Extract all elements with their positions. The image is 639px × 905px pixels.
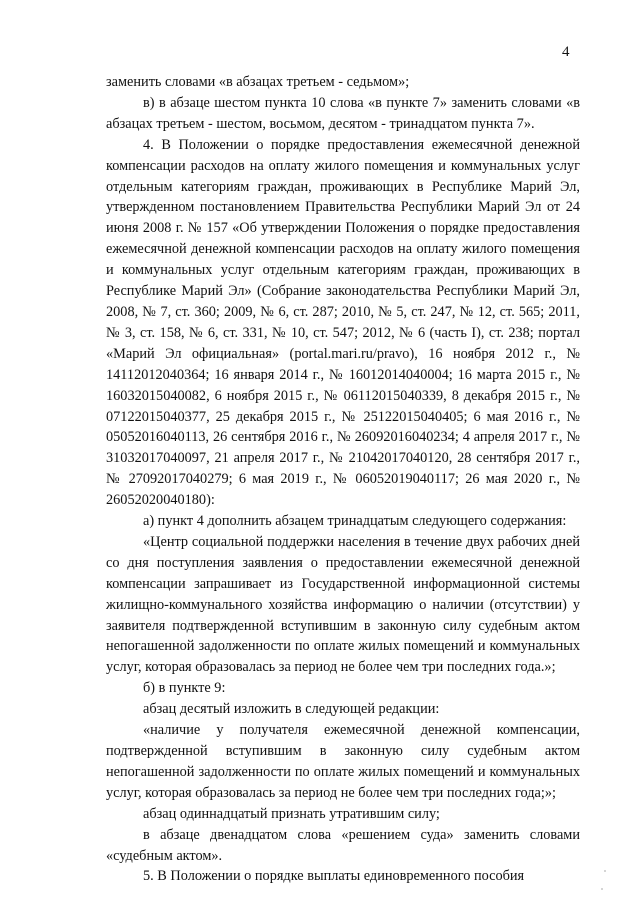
paragraph-subitem-a: а) пункт 4 дополнить абзацем тринадцатым следующего содержания: (143, 513, 567, 530)
paragraph-replace-words: заменить словами «в абзацах третьем - седьмом»; (106, 74, 410, 90)
paragraph-subitem-v: в) в абзаце шестом пункта 10 слова «в пункте 7» заменить словами «в абзацах третьем - шестом, восьмом, десятом - тринадцатом пункта 7». (106, 94, 580, 132)
paragraph-abzac-11: абзац одиннадцатый признать утратившим силу; (143, 805, 440, 822)
paragraph-item-5: 5. В Положении о порядке выплаты единовременного пособия (143, 868, 525, 885)
paragraph-quote-nalichie: «наличие у получателя ежемесячной денежной компенсации, подтвержденной вступившим в законную силу судебным актом непогашенной задолженности по оплате жилых помещений и коммунальных услуг, которая образовалась за период не более чем три последних года;»; (106, 722, 580, 801)
paragraph-subitem-b: б) в пункте 9: (143, 680, 226, 697)
paragraph-abzac-10: абзац десятый изложить в следующей редакции: (143, 701, 440, 718)
paragraph-quote-center: «Центр социальной поддержки населения в течение двух рабочих дней со дня поступления заявления о предоставлении ежемесячной денежной компенсации запрашивает из Государственной информационной системы жилищно-коммунального хозяйства информацию о наличии (отсутствии) у заявителя подтвержденной вступившим в законную силу судебным актом непогашенной задолженности по оплате жилых помещений и коммунальных услуг, которая образовалась за период не более чем три последних года.»; (106, 533, 580, 676)
paragraph-abzac-12: в абзаце двенадцатом слова «решением суда» заменить словами «судебным актом». (106, 826, 580, 864)
document-body (106, 72, 580, 887)
page-number: 4 (562, 44, 570, 60)
scan-speck (601, 888, 603, 890)
paragraph-item-4: 4. В Положении о порядке предоставления ежемесячной денежной компенсации расходов на оплату жилого помещения и коммунальных услуг отдельным категориям граждан, проживающих в Республике Марий Эл, утвержденном постановлением Правительства Республики Марий Эл от 24 июня 2008 г. № 157 «Об утверждении Положения о порядке предоставления ежемесячной денежной компенсации расходов на оплату жилого помещения и коммунальных услуг отдельным категориям граждан, проживающих в Республике Марий Эл» (Собрание законодательства Республики Марий Эл, 2008, № 7, ст. 360; 2009, № 6, ст. 287; 2010, № 5, ст. 247, № 12, ст. 565; 2011, № 3, ст. 158, № 6, ст. 331, № 10, ст. 547; 2012, № 6 (часть I), ст. 238; портал «Марий Эл официальная» (portal.mari.ru/pravo), 16 ноября 2012 г., № 14112012040364; 16 января 2014 г., № 16012014040004; 16 марта 2015 г., № 16032015040082, 6 ноября 2015 г., № 06112015040339, 8 декабря 2015 г., № 07122015040377, 25 декабря 2015 г., № 25122015040405; 6 мая 2016 г., № 05052016040113, 26 сентября 2016 г., № 26092016040234; 4 апреля 2017 г., № 31032017040097, 21 апреля 2017 г., № 21042017040120, 28 сентября 2017 г., № 27092017040279; 6 мая 2019 г., № 06052019040117; 26 мая 2020 г., № 26052020040180): (106, 136, 580, 509)
scan-speck (604, 870, 606, 872)
